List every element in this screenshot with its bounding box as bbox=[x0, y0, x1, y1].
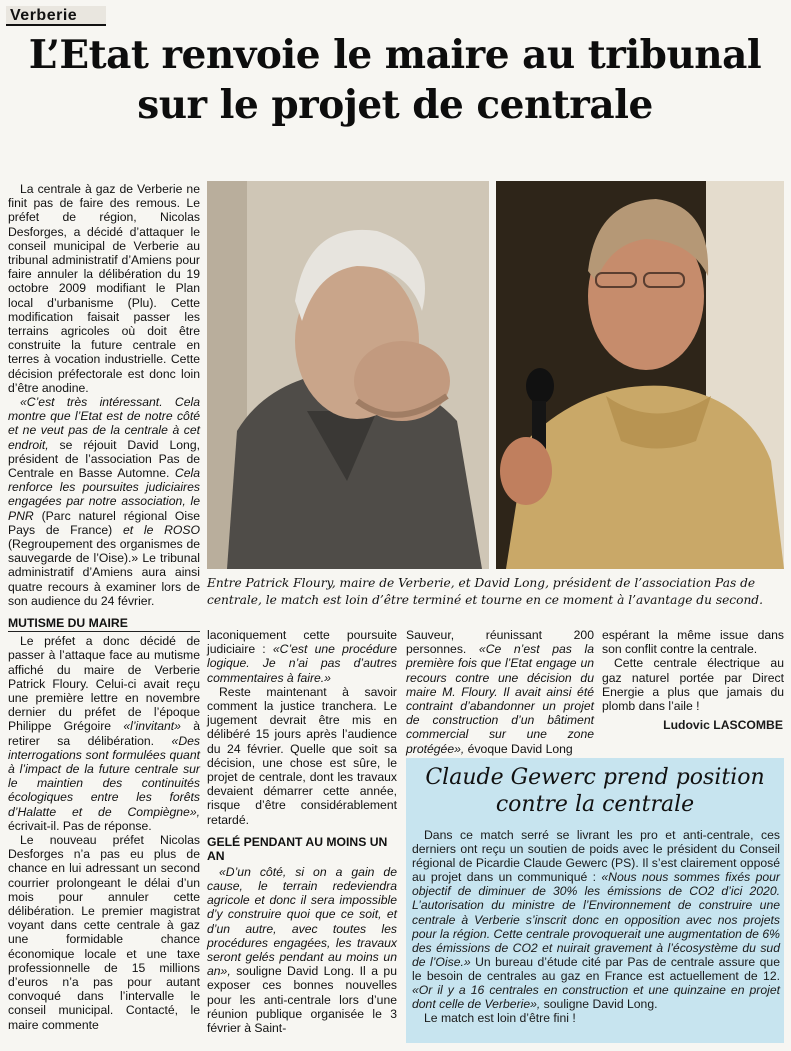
photo-david-long bbox=[496, 181, 784, 569]
sidebar-box-title bbox=[406, 764, 784, 818]
paragraph: espérant la même issue dans son conflit contre la centrale. bbox=[602, 628, 784, 657]
paragraph: Le nouveau préfet Nicolas Desforges n’a pas eu plus de chance en lui adressant un second courrier prolongeant le délai d’un mois pour annuler cette délibération. Le premier magistrat voyant dans cette centrale à gaz une formidable chance économique locale et une taxe professionnelle de 15 millions d’euros n’a pas pour autant convoqué dans l’intervalle le conseil municipal. Contacté, le maire commente bbox=[8, 832, 200, 1032]
paragraph: Sauveur, réunissant 200 personnes. «Ce n’est pas la première fois que l’Etat engage un recours contre une décision du maire M. Floury. Il avait ainsi été contraint d’abandonner un projet de construction d’un bâtiment commercial sur une zone protégée», évoque David Long bbox=[406, 628, 594, 756]
paragraph: «C’est très intéressant. Cela montre que l’Etat est de notre côté et ne veut pas de la centrale à cet endroit, se réjouit David Long, président de l’association Pas de Centrale en Basse Automne. Cela renforce les poursuites judiciaires engagées par notre association, le PNR (Parc naturel régional Oise Pays de France) et le ROSO (Regroupement des organismes de sauvegarde de l’Oise).» Le tribunal administratif d’Amiens aura ainsi quatre recours à examiner lors de son audience du 24 février. bbox=[8, 395, 200, 608]
paragraph: Reste maintenant à savoir comment la justice tranchera. Le jugement devrait être mis en délibéré 15 jours après l’audience du 24 février. Quelle que soit sa décision, une chose est sûre, le projet de centrale, dont les travaux devaient démarrer cette année, risque d’être considérablement retardé. bbox=[207, 684, 397, 827]
paragraph: Le match est loin d’être fini ! bbox=[424, 1011, 576, 1026]
section-rubric bbox=[6, 6, 106, 26]
paragraph: Le préfet a donc décidé de passer à l’attaque face au mutisme affiché du maire de Verberie Patrick Floury. Celui-ci avait reçu une première lettre en novembre dernier du préfet de l’époque Philippe Grégoire «l’invitant» à retirer sa délibération. «Des interrogations sont formulées quant à l’impact de la future centrale sur le maintien des continuités écologiques entre les forêts d’Halatte et de Compiègne», écrivait-il. Pas de réponse. bbox=[8, 634, 200, 833]
paragraph: La centrale à gaz de Verberie ne finit pas de faire des remous. Le préfet de région, Nicolas Desforges, a décidé d’attaquer le conseil municipal de Verberie au tribunal administratif d’Amiens pour faire annuler la délibération du 19 octobre 2009 modifiant le Plan local d’urbanisme (Plu). Cette modification faisait passer les terrains agricoles où doit être construite la future centrale en terres à vocation industrielle. Cette décision préfectorale est donc loin d’être anodine. bbox=[8, 182, 200, 395]
sidebar-title-line-2: contre la centrale bbox=[495, 792, 695, 817]
paragraph: laconiquement cette poursuite judiciaire : «C’est une procédure logique. Je n’ai pas d’autres commentaires à faire.» bbox=[207, 628, 397, 685]
article-column-2 bbox=[207, 628, 397, 1035]
article-column-1 bbox=[8, 182, 200, 1032]
sidebar-box-body bbox=[412, 828, 780, 1025]
photo-illustration-left bbox=[207, 181, 489, 569]
photo-caption: Entre Patrick Floury, maire de Verberie, et David Long, président de l’association Pas de centrale, le match est loin d’être terminé et tourne en ce moment à l’avantage du second. bbox=[207, 576, 763, 607]
paragraph: «D’un côté, si on a gain de cause, le terrain redeviendra agricole et donc il sera impossible d’y construire quoi que ce soit, et d’un autre, avec toutes les procédures engagées, les travaux seront gelés pendant au moins un an», souligne David Long. Il a pu exposer ces bonnes nouvelles pour les anti-centrale lors d’une réunion publique organisée le 3 février à Saint- bbox=[207, 864, 397, 1036]
author-signature: Ludovic LASCOMBE bbox=[663, 718, 783, 732]
article-column-4 bbox=[602, 628, 784, 713]
photo-patrick-floury bbox=[207, 181, 489, 569]
subheading-mutisme: MUTISME DU MAIRE bbox=[8, 616, 200, 632]
headline-line-1: L’Etat renvoie le maire au tribunal bbox=[28, 32, 762, 78]
article-column-3 bbox=[406, 628, 594, 756]
paragraph: Dans ce match serré se livrant les pro et anti-centrale, ces derniers ont reçu un soutien de poids avec le président du Conseil régional de Picardie Claude Gewerc (PS). Il s’est clairement opposé au projet dans un communiqué : «Nous nous sommes fixés pour objectif de diminuer de 30% les émissions de CO2 d’ici 2020. L’autorisation du ministre de l’Environnement de construire une centrale à Verberie s’inscrit donc en opposition avec nos projets pour la région. Cette centrale provoquerait une augmentation de 6% des émissions de CO2 et nuirait gravement à l’écosystème du sud de l’Oise.» Un bureau d’étude cité par Pas de centrale assure que le besoin de centrales au gaz en France est actuellement de 12. «Or il y a 16 centrales en construction et une quinzaine en projet dont celle de Verberie», souligne David Long. bbox=[412, 828, 780, 1012]
headline bbox=[10, 30, 780, 130]
sidebar-title-line-1: Claude Gewerc prend position bbox=[425, 765, 765, 790]
subheading-gele: GELÉ PENDANT AU MOINS UN AN bbox=[207, 834, 388, 863]
rubric-label: Verberie bbox=[10, 7, 78, 24]
headline-line-2: sur le projet de centrale bbox=[137, 82, 653, 128]
paragraph: Cette centrale électrique au gaz naturel portée par Direct Energie a plus que jamais du plomb dans l’aile ! bbox=[602, 656, 784, 714]
photo-illustration-right bbox=[496, 181, 784, 569]
